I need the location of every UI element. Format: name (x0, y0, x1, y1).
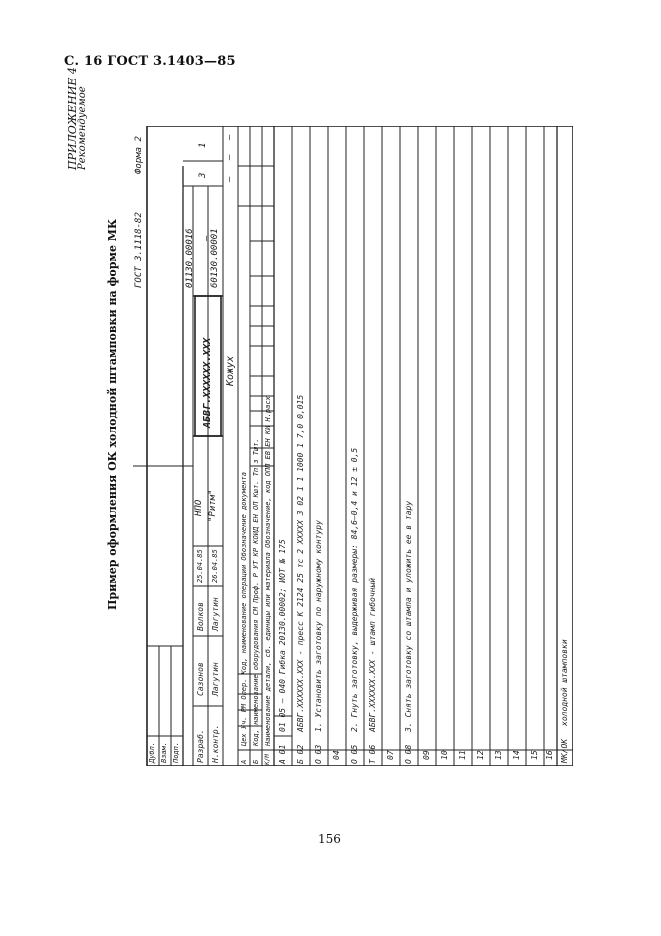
route-card-form (133, 126, 573, 766)
corner-label-dubl: Дубл. (148, 741, 156, 763)
control-label: Н.контр. (211, 724, 220, 763)
page-header: С. 16 ГОСТ 3.1403—85 (64, 54, 236, 69)
part-code: АБВГ.XXXXXX.XXX (202, 337, 213, 428)
row-num: 11 (458, 750, 467, 760)
corner-label-vzam: Взам. (160, 741, 168, 763)
row-num: 15 (530, 750, 539, 760)
row-num: 16 (545, 750, 554, 760)
sheets-count: 3 (198, 172, 208, 178)
figure-caption: Пример оформления ОК холодной штамповки на форме МК (106, 219, 119, 610)
row-num: О 05 (350, 744, 359, 764)
corner-label-podp: Подп. (172, 741, 180, 763)
footer-text: холодной штамповки (560, 639, 569, 726)
appendix-title: ПРИЛОЖЕНИЕ 4 (66, 67, 79, 170)
row-num: 13 (494, 750, 503, 760)
row-letter-km: К/М (264, 754, 271, 765)
control-name: Лагутин (211, 662, 220, 696)
form-number: Форма 2 (134, 136, 144, 174)
row-text: 3. Снять заготовку со штампа и уложить ее в тару (404, 500, 413, 732)
row-num: Т 06 (368, 744, 377, 764)
doc-code-1: 01130.00016 (185, 228, 195, 288)
row-num: О 08 (404, 744, 413, 764)
part-name: Кожух (225, 355, 236, 386)
header-row-1: Цех Уч. РМ Опер. Код, наименование операции Обозначение документа (240, 472, 248, 746)
doc-code-2: 60130.00001 (210, 228, 220, 288)
row-num: 10 (440, 750, 449, 760)
row-text: 01 05 – 040 Гибка 20130.00002; ИОТ № 175 (278, 539, 287, 732)
page-number: 156 (318, 832, 341, 846)
row-text: 2. Гнуть заготовку, выдерживая размеры: 84,6–0,4 и 12 ± 0,5 (350, 447, 359, 732)
sheet-number: 1 (198, 142, 208, 148)
small-dash-2: — (225, 154, 235, 160)
row-num: 04 (332, 750, 341, 760)
row-num: 07 (386, 750, 395, 760)
row-num: Б 02 (296, 744, 305, 764)
small-dash-3: — (225, 134, 235, 140)
control-date: 26.04.85 (211, 549, 219, 583)
footer-label: МК/ОК (560, 738, 569, 763)
org-label: НПО (194, 499, 204, 516)
org-name: "Ритм" (208, 489, 218, 522)
row-num: О 03 (314, 744, 323, 764)
developer-sign: Волков (196, 602, 205, 631)
part-dash: — (202, 235, 212, 241)
row-letter-b: Б (252, 759, 260, 764)
row-letter-a: А (240, 759, 248, 764)
appendix-note: Рекомендуемое (77, 86, 88, 170)
row-text: АБВГ.XXXXXX.XXX - пресс К 2124 25 тс 2 XXXXX 3 02 1 1 1000 1 7,0 0,015 (296, 394, 305, 732)
row-num: А 01 (278, 744, 287, 764)
small-dash-1: — (225, 176, 235, 182)
developer-name: Сазонов (196, 662, 205, 696)
row-text: 1. Установить заготовку по наружному контуру (314, 520, 323, 732)
row-text: АБВГ.XXXXXX.XXX - штамп гибочный (368, 577, 377, 732)
control-sign: Лагутин (211, 597, 220, 631)
developer-label: Разраб. (196, 729, 205, 763)
header-row-3: Наименование детали, сб. единицы или материала Обозначение, код ОПП ЕВ ЕН КИ Н.расх (264, 396, 272, 746)
row-num: 14 (512, 750, 521, 760)
row-num: 12 (476, 750, 485, 760)
header-row-2: Код, наименование оборудования СМ Проф. Р УТ КР КОИД ЕН ОП Кшт. Тп.з Тшт. (252, 438, 260, 746)
row-num: 09 (422, 750, 431, 760)
developer-date: 25.04.85 (196, 549, 204, 583)
gost-label: ГОСТ 3.1118-82 (134, 212, 144, 288)
